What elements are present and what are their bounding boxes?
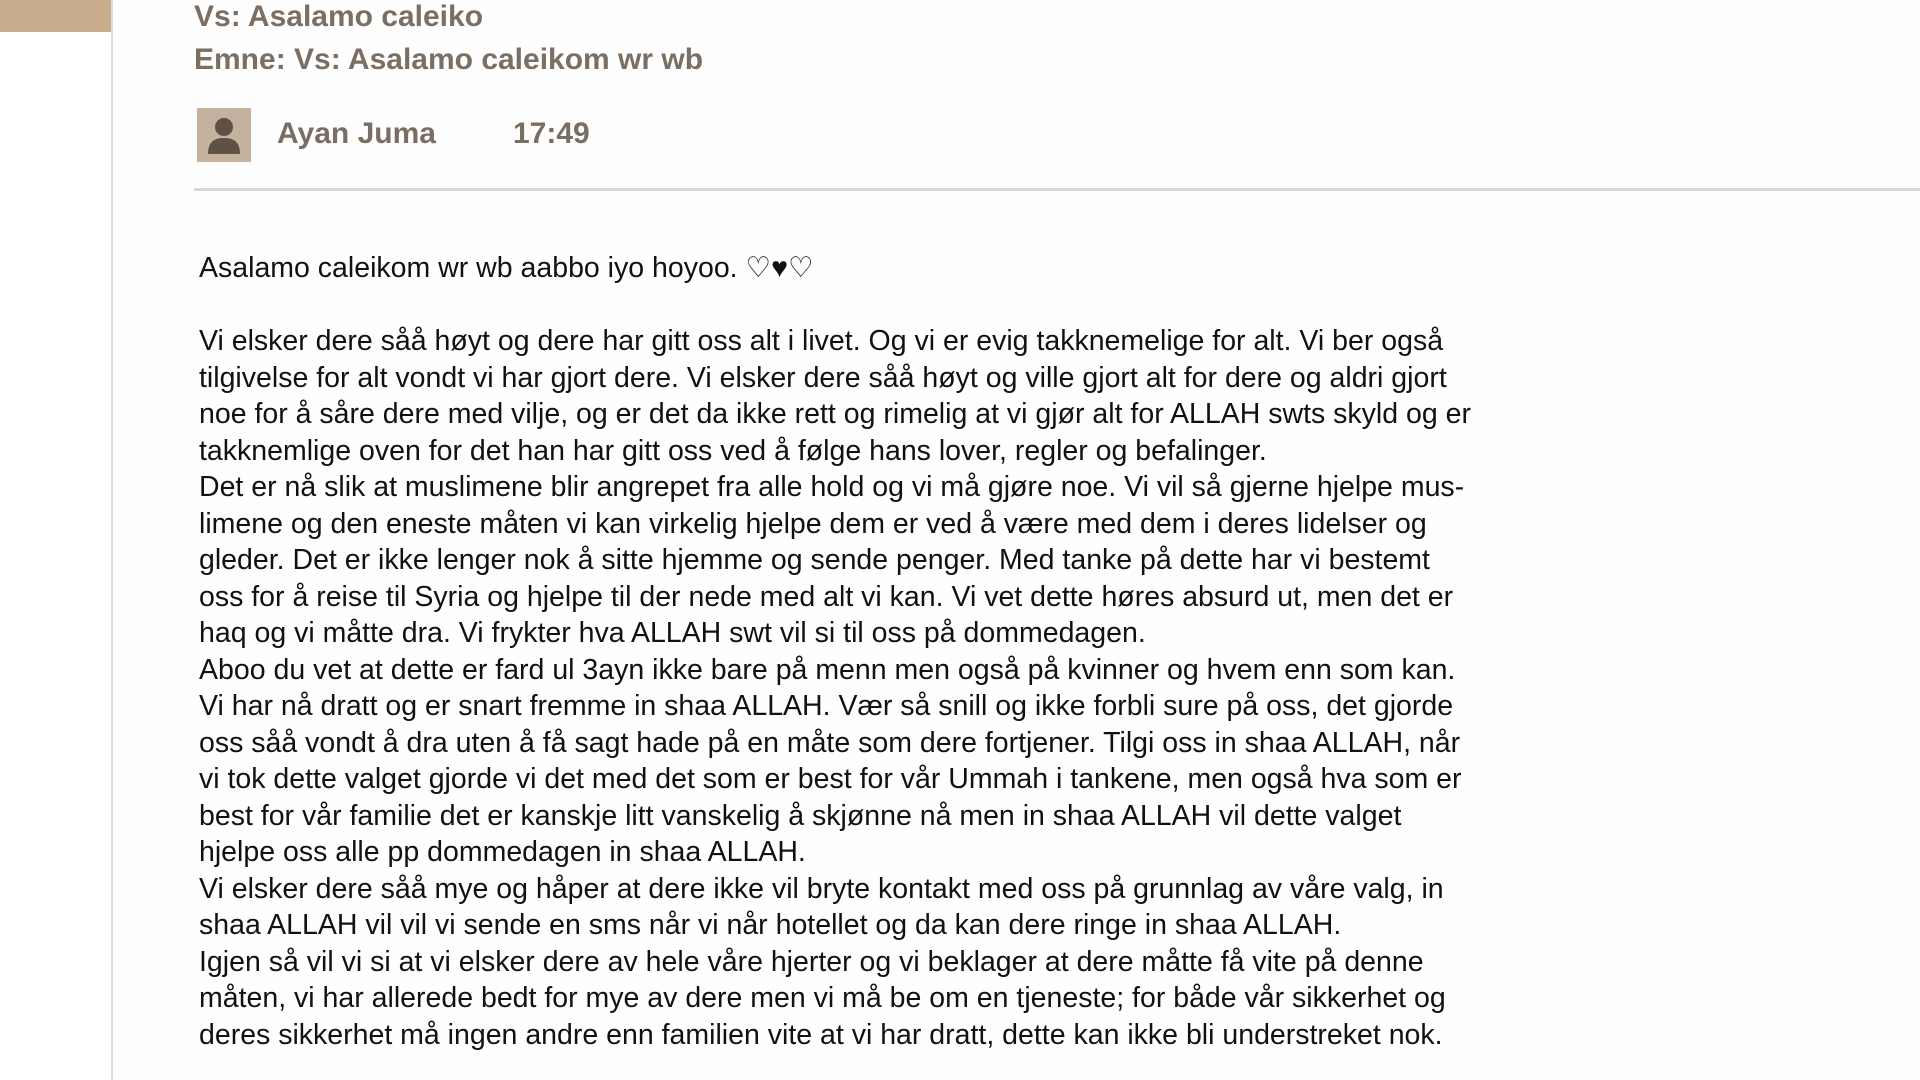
body-line: deres sikkerhet må ingen andre enn familien vite at vi har dratt, dette kan ikke bli understreket nok. <box>199 1018 1443 1051</box>
body-line: vi tok dette valget gjorde vi det med det som er best for vår Ummah i tankene, men også hva som er <box>199 763 1462 795</box>
body-line: Vi har nå dratt og er snart fremme in shaa ALLAH. Vær så snill og ikke forbli sure på oss, det gjorde <box>199 690 1454 722</box>
email-greeting: Asalamo caleikom wr wb aabbo iyo hoyoo. ♡♥♡ <box>199 252 814 284</box>
header-divider <box>194 188 1920 191</box>
email-subject: Emne: Vs: Asalamo caleikom wr wb <box>194 43 704 76</box>
body-line: noe for å såre dere med vilje, og er det da ikke rett og rimelig at vi gjør alt for ALLAH swts skyld og er <box>199 398 1471 430</box>
person-silhouette-icon <box>197 108 251 162</box>
body-line: limene og den eneste måten vi kan virkelig hjelpe dem er ved å være med dem i deres lidelser og <box>199 507 1427 540</box>
body-line: haq og vi måtte dra. Vi frykter hva ALLAH swt vil si til oss på dommedagen. <box>199 617 1146 649</box>
email-body <box>199 250 1599 1053</box>
body-line: Vi elsker dere såå mye og håper at dere ikke vil bryte kontakt med oss på grunnlag av våre valg, in <box>199 872 1444 905</box>
body-line: Aboo du vet at dette er fard ul 3ayn ikke bare på menn men også på kvinner og hvem enn som kan. <box>199 653 1456 686</box>
body-line: Igjen så vil vi si at vi elsker dere av hele våre hjerter og vi beklager at dere måtte få vite på denne <box>199 945 1424 978</box>
body-line: Vi elsker dere såå høyt og dere har gitt oss alt i livet. Og vi er evig takknemelige for alt. Vi ber også <box>199 325 1444 357</box>
paragraph-gap <box>199 287 1599 324</box>
left-panel <box>0 0 113 1080</box>
body-line: oss for å reise til Syria og hjelpe til der nede med alt vi kan. Vi vet dette høres absurd ut, men det er <box>199 580 1454 613</box>
body-line: best for vår familie det er kanskje litt vanskelig å skjønne nå men in shaa ALLAH vil dette valget <box>199 799 1402 832</box>
sender-name[interactable]: Ayan Juma <box>277 117 436 150</box>
body-line: shaa ALLAH vil vil vi sende en sms når vi når hotellet og da kan dere ringe in shaa ALLAH. <box>199 909 1342 941</box>
sent-time: 17:49 <box>513 117 590 150</box>
body-line: tilgivelse for alt vondt vi har gjort dere. Vi elsker dere såå høyt og ville gjort alt for dere og aldri gjort <box>199 361 1447 394</box>
avatar[interactable] <box>197 108 251 162</box>
body-line: Det er nå slik at muslimene blir angrepet fra alle hold og vi må gjøre noe. Vi vil så gjerne hjelpe mus- <box>199 471 1465 503</box>
body-line: måten, vi har allerede bedt for mye av dere men vi må be om en tjeneste; for både vår sikkerhet og <box>199 982 1446 1014</box>
body-line: hjelpe oss alle pp dommedagen in shaa ALLAH. <box>199 836 806 868</box>
sender-row <box>197 108 797 162</box>
body-line: gleder. Det er ikke lenger nok å sitte hjemme og sende penger. Med tanke på dette har vi bestemt <box>199 544 1430 576</box>
selected-folder-tab[interactable] <box>0 0 111 32</box>
body-line: oss såå vondt å dra uten å få sagt hade på en måte som dere fortjener. Tilgi oss in shaa ALLAH, når <box>199 726 1461 759</box>
thread-title: Vs: Asalamo caleiko <box>194 0 484 33</box>
body-line: takknemlige oven for det han har gitt oss ved å følge hans lover, regler og befalinger. <box>199 434 1267 467</box>
